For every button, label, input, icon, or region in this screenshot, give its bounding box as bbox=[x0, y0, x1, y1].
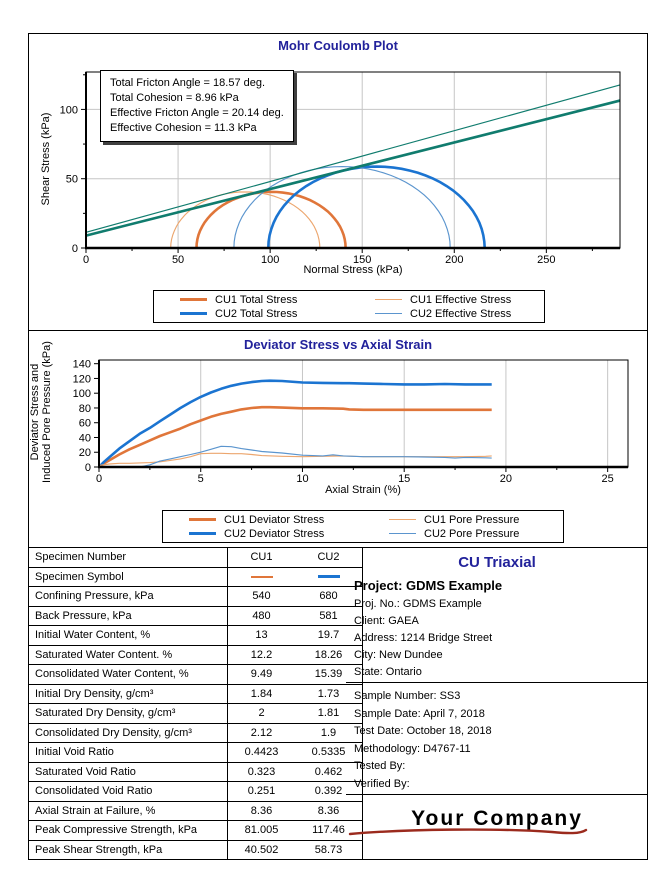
cu1-value: 81.005 bbox=[228, 821, 296, 841]
annotation-line: Total Cohesion = 8.96 kPa bbox=[110, 92, 239, 104]
legend-item bbox=[349, 308, 544, 320]
legend-item bbox=[154, 308, 349, 320]
table-row bbox=[29, 587, 363, 607]
table-row bbox=[29, 821, 363, 841]
cu1-value: 1.84 bbox=[228, 684, 296, 704]
project-info-panel bbox=[346, 547, 648, 683]
row-label: Back Pressure, kPa bbox=[29, 606, 228, 626]
x-tick-label: 5 bbox=[197, 473, 204, 485]
row-label: Consolidated Water Content, % bbox=[29, 665, 228, 685]
cu2-value: 1.81 bbox=[295, 704, 363, 724]
legend-line-swatch bbox=[375, 313, 402, 315]
annotation-line: Total Fricton Angle = 18.57 deg. bbox=[110, 77, 266, 89]
table-row bbox=[29, 626, 363, 646]
methodology: Methodology: D4767-11 bbox=[354, 742, 471, 755]
tested-by: Tested By: bbox=[354, 760, 406, 772]
cu1-header: CU1 bbox=[228, 548, 296, 568]
row-label: Peak Shear Strength, kPa bbox=[29, 840, 228, 860]
y-tick-label: 100 bbox=[59, 104, 78, 117]
project-number: Proj. No.: GDMS Example bbox=[354, 598, 482, 610]
cu1-value: 2.12 bbox=[228, 723, 296, 743]
y-tick-label: 20 bbox=[78, 447, 91, 460]
y-tick-label: 120 bbox=[72, 373, 91, 386]
report-type-title: CU Triaxial bbox=[458, 554, 536, 571]
legend-line-swatch bbox=[189, 532, 216, 535]
row-label: Specimen Symbol bbox=[29, 567, 228, 587]
row-label: Saturated Dry Density, g/cm³ bbox=[29, 704, 228, 724]
y-tick-label: 140 bbox=[72, 358, 91, 371]
y-tick-label: 0 bbox=[84, 462, 91, 474]
row-label: Consolidated Void Ratio bbox=[29, 782, 228, 802]
table-row bbox=[29, 743, 363, 763]
x-tick-label: 150 bbox=[353, 254, 372, 266]
x-tick-label: 250 bbox=[537, 254, 556, 266]
row-label: Axial Strain at Failure, % bbox=[29, 801, 228, 821]
x-tick-label: 25 bbox=[601, 473, 614, 485]
stress-strain-y-axis-label bbox=[29, 327, 57, 497]
row-label: Saturated Water Content. % bbox=[29, 645, 228, 665]
mohr-x-axis-label: Normal Stress (kPa) bbox=[303, 264, 403, 276]
cu2-header: CU2 bbox=[295, 548, 363, 568]
row-label: Peak Compressive Strength, kPa bbox=[29, 821, 228, 841]
stress-strain-legend bbox=[162, 510, 564, 543]
x-tick-label: 0 bbox=[82, 254, 90, 266]
cu1-value: 40.502 bbox=[228, 840, 296, 860]
state: State: Ontario bbox=[354, 666, 422, 678]
annotation-line: Effective Fricton Angle = 20.14 deg. bbox=[110, 107, 284, 119]
table-row bbox=[29, 801, 363, 821]
table-row bbox=[29, 840, 363, 860]
y-tick-label: 50 bbox=[65, 173, 78, 186]
row-label: Initial Void Ratio bbox=[29, 743, 228, 763]
cu2-value: 0.5335 bbox=[295, 743, 363, 763]
cu1-value: 9.49 bbox=[228, 665, 296, 685]
cu1-value: 0.323 bbox=[228, 762, 296, 782]
x-tick-label: 50 bbox=[171, 254, 185, 266]
cu1-value: 480 bbox=[228, 606, 296, 626]
y-tick-label: 60 bbox=[78, 417, 91, 430]
series-cu1-deviator-stress bbox=[99, 407, 492, 467]
table-header-row bbox=[29, 548, 363, 568]
legend-line-swatch bbox=[375, 299, 402, 301]
sample-info-panel bbox=[346, 683, 648, 795]
legend-line-swatch bbox=[180, 312, 207, 315]
project-name: Project: GDMS Example bbox=[354, 578, 503, 593]
table-row bbox=[29, 684, 363, 704]
table-row bbox=[29, 645, 363, 665]
cu2-value: 8.36 bbox=[295, 801, 363, 821]
row-label: Confining Pressure, kPa bbox=[29, 587, 228, 607]
test-date: Test Date: October 18, 2018 bbox=[354, 725, 492, 737]
legend-line-swatch bbox=[180, 298, 207, 301]
x-tick-label: 15 bbox=[398, 473, 411, 485]
legend-item bbox=[363, 528, 563, 540]
sample-date: Sample Date: April 7, 2018 bbox=[354, 707, 485, 720]
legend-item bbox=[349, 294, 544, 306]
cu2-symbol-swatch bbox=[318, 575, 340, 578]
cu2-value: 19.7 bbox=[295, 626, 363, 646]
stress-strain-title: Deviator Stress vs Axial Strain bbox=[243, 337, 433, 352]
mohr-legend bbox=[153, 290, 545, 323]
legend-label: CU1 Pore Pressure bbox=[424, 513, 520, 526]
cu1-symbol-swatch bbox=[251, 576, 273, 578]
y-tick-label: 80 bbox=[78, 402, 91, 415]
legend-label: CU1 Deviator Stress bbox=[224, 513, 325, 526]
verified-by: Verified By: bbox=[354, 777, 410, 790]
legend-line-swatch bbox=[389, 533, 416, 535]
specimen-symbol-row bbox=[29, 567, 363, 587]
specimen-table bbox=[28, 547, 363, 860]
cu2-value: 581 bbox=[295, 606, 363, 626]
y-tick-label: 100 bbox=[72, 388, 91, 401]
mohr-circle-cu1-total-stress bbox=[197, 192, 346, 248]
plot-frame bbox=[99, 360, 628, 467]
row-label: Initial Dry Density, g/cm³ bbox=[29, 684, 228, 704]
table-row bbox=[29, 665, 363, 685]
cu2-value: 680 bbox=[295, 587, 363, 607]
address: Address: 1214 Bridge Street bbox=[354, 632, 493, 644]
cu1-value: 8.36 bbox=[228, 801, 296, 821]
legend-label: CU1 Effective Stress bbox=[410, 293, 512, 306]
cu2-value: 0.392 bbox=[295, 782, 363, 802]
specimen-table-body bbox=[29, 548, 363, 860]
symbol-cell bbox=[228, 567, 296, 587]
annotation-line: Effective Cohesion = 11.3 kPa bbox=[110, 122, 257, 134]
table-row bbox=[29, 762, 363, 782]
city: City: New Dundee bbox=[354, 649, 443, 661]
table-row bbox=[29, 606, 363, 626]
mohr-y-axis-label: Shear Stress (kPa) bbox=[40, 112, 52, 206]
series-cu1-pore-pressure bbox=[99, 453, 492, 465]
cu2-value: 1.73 bbox=[295, 684, 363, 704]
cu2-value: 18.26 bbox=[295, 645, 363, 665]
legend-item bbox=[163, 528, 363, 540]
cu2-value: 58.73 bbox=[295, 840, 363, 860]
legend-label: CU2 Deviator Stress bbox=[224, 527, 325, 540]
legend-line-swatch bbox=[189, 518, 216, 521]
legend-label: CU1 Total Stress bbox=[215, 293, 298, 306]
mohr-plot-title: Mohr Coulomb Plot bbox=[278, 38, 398, 53]
table-row bbox=[29, 782, 363, 802]
legend-item bbox=[154, 294, 349, 306]
y-axis-label-line: Induced Pore Pressure (kPa) bbox=[41, 341, 53, 483]
sample-number: Sample Number: SS3 bbox=[354, 690, 461, 702]
cu2-value: 15.39 bbox=[295, 665, 363, 685]
cu1-value: 0.251 bbox=[228, 782, 296, 802]
legend-line-swatch bbox=[389, 519, 416, 521]
mohr-circle-cu1-effective-stress bbox=[171, 192, 320, 248]
y-tick-label: 0 bbox=[71, 243, 78, 255]
cu1-value: 12.2 bbox=[228, 645, 296, 665]
row-label: Specimen Number bbox=[29, 548, 228, 568]
stress-strain-x-axis-label: Axial Strain (%) bbox=[325, 484, 401, 496]
legend-label: CU2 Total Stress bbox=[215, 307, 298, 320]
cu1-value: 540 bbox=[228, 587, 296, 607]
x-tick-label: 200 bbox=[445, 254, 464, 266]
logo-underline-swoosh bbox=[346, 826, 590, 838]
legend-item bbox=[363, 514, 563, 526]
legend-label: CU2 Effective Stress bbox=[410, 307, 512, 320]
x-tick-label: 0 bbox=[95, 473, 103, 485]
table-row bbox=[29, 704, 363, 724]
cu2-value: 0.462 bbox=[295, 762, 363, 782]
y-tick-label: 40 bbox=[78, 432, 91, 445]
row-label: Saturated Void Ratio bbox=[29, 762, 228, 782]
company-logo-panel bbox=[346, 795, 648, 860]
x-tick-label: 20 bbox=[499, 473, 513, 485]
row-label: Consolidated Dry Density, g/cm³ bbox=[29, 723, 228, 743]
y-axis-label-line: Deviator Stress and bbox=[29, 363, 41, 461]
legend-label: CU2 Pore Pressure bbox=[424, 527, 520, 540]
company-logo: Your Company bbox=[411, 807, 583, 830]
logo-underline-path bbox=[350, 830, 586, 834]
mohr-annotation-box bbox=[100, 70, 294, 142]
cu1-value: 0.4423 bbox=[228, 743, 296, 763]
row-label: Initial Water Content, % bbox=[29, 626, 228, 646]
table-row bbox=[29, 723, 363, 743]
cu1-value: 13 bbox=[228, 626, 296, 646]
cu2-value: 1.9 bbox=[295, 723, 363, 743]
x-tick-label: 10 bbox=[296, 473, 309, 485]
client: Client: GAEA bbox=[354, 615, 419, 627]
cu2-value: 117.46 bbox=[295, 821, 363, 841]
x-tick-label: 100 bbox=[260, 254, 280, 266]
legend-item bbox=[163, 514, 363, 526]
cu1-value: 2 bbox=[228, 704, 296, 724]
